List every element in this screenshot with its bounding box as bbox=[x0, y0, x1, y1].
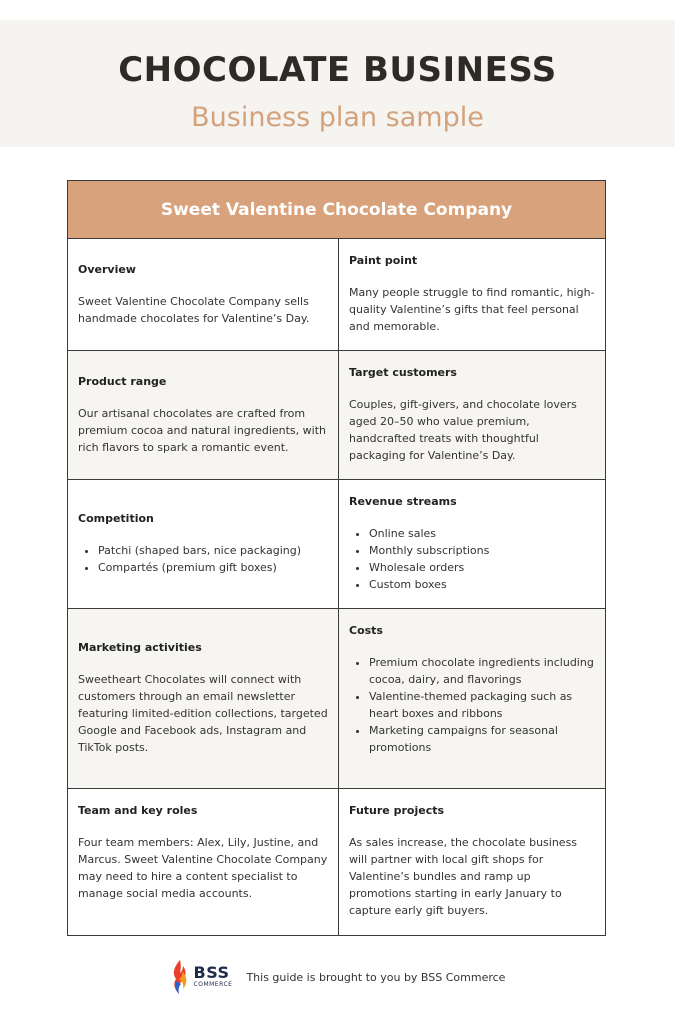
product-range-cell bbox=[68, 351, 339, 479]
page-subtitle: Business plan sample bbox=[191, 102, 484, 133]
revenue-list bbox=[349, 525, 595, 593]
cell-text: Sweet Valentine Chocolate Company sells handmade chocolates for Valentine’s Day. bbox=[78, 295, 310, 325]
cell-title: Marketing activities bbox=[78, 641, 202, 654]
list-item: • Valentine-themed packaging such as heart boxes and ribbons bbox=[369, 688, 595, 722]
cell-title: Costs bbox=[349, 624, 383, 637]
cell-title: Target customers bbox=[349, 366, 457, 379]
page-title: CHOCOLATE BUSINESS bbox=[118, 50, 557, 90]
cell-title: Competition bbox=[78, 512, 154, 525]
logo-sub-text: COMMERCE bbox=[193, 981, 233, 988]
cell-text: Our artisanal chocolates are crafted from premium cocoa and natural ingredients, with rich flavors to spark a romantic event. bbox=[78, 407, 326, 454]
cell-text: Many people struggle to find romantic, high-quality Valentine’s gifts that feel personal and memorable. bbox=[349, 286, 595, 333]
flame-logo-icon bbox=[170, 959, 190, 995]
costs-cell bbox=[339, 609, 605, 788]
list-item: • Custom boxes bbox=[369, 576, 595, 593]
costs-list bbox=[349, 654, 595, 756]
footer bbox=[0, 955, 675, 999]
revenue-streams-cell bbox=[339, 480, 605, 608]
footer-credit: This guide is brought to you by BSS Commerce bbox=[246, 970, 506, 984]
cell-text: As sales increase, the chocolate business will partner with local gift shops for Valentine’s bundles and ramp up promotions starting in early January to capture early gift buyers. bbox=[349, 836, 578, 917]
pain-point-cell bbox=[339, 239, 605, 350]
bss-logo bbox=[170, 959, 233, 995]
cell-text: Couples, gift-givers, and chocolate lovers aged 20–50 who value premium, handcrafted treats with thoughtful packaging for Valentine’s Day. bbox=[349, 398, 577, 462]
cell-title: Future projects bbox=[349, 804, 445, 817]
cell-title: Team and key roles bbox=[78, 804, 198, 817]
company-header bbox=[68, 181, 605, 239]
list-item: • Patchi (shaped bars, nice packaging) bbox=[98, 542, 328, 559]
target-customers-cell bbox=[339, 351, 605, 479]
competition-cell bbox=[68, 480, 339, 608]
list-item: • Marketing campaigns for seasonal promotions bbox=[369, 722, 595, 756]
cell-text: Sweetheart Chocolates will connect with customers through an email newsletter featuring limited-edition collections, targeted Google and Facebook ads, Instagram and TikTok posts. bbox=[78, 673, 328, 754]
logo-main-text: BSS bbox=[193, 963, 230, 982]
cell-text: Four team members: Alex, Lily, Justine, and Marcus. Sweet Valentine Chocolate Company may need to hire a content specialist to manage social media accounts. bbox=[78, 836, 328, 900]
overview-cell bbox=[68, 239, 339, 350]
list-item: • Monthly subscriptions bbox=[369, 542, 595, 559]
table-row bbox=[68, 239, 605, 351]
table-row bbox=[68, 480, 605, 609]
table-row bbox=[68, 789, 605, 935]
cell-title: Product range bbox=[78, 375, 167, 388]
company-name: Sweet Valentine Chocolate Company bbox=[160, 199, 513, 220]
list-item: • Online sales bbox=[369, 525, 595, 542]
cell-title: Revenue streams bbox=[349, 495, 457, 508]
cell-title: Overview bbox=[78, 263, 136, 276]
future-projects-cell bbox=[339, 789, 605, 935]
team-cell bbox=[68, 789, 339, 935]
table-row bbox=[68, 351, 605, 480]
table-row bbox=[68, 609, 605, 789]
competitor-list bbox=[78, 542, 328, 576]
list-item: • Compartés (premium gift boxes) bbox=[98, 559, 328, 576]
list-item: • Wholesale orders bbox=[369, 559, 595, 576]
business-plan-table bbox=[67, 180, 606, 936]
cell-title: Paint point bbox=[349, 254, 418, 267]
marketing-cell bbox=[68, 609, 339, 788]
list-item: • Premium chocolate ingredients including cocoa, dairy, and flavorings bbox=[369, 654, 595, 688]
